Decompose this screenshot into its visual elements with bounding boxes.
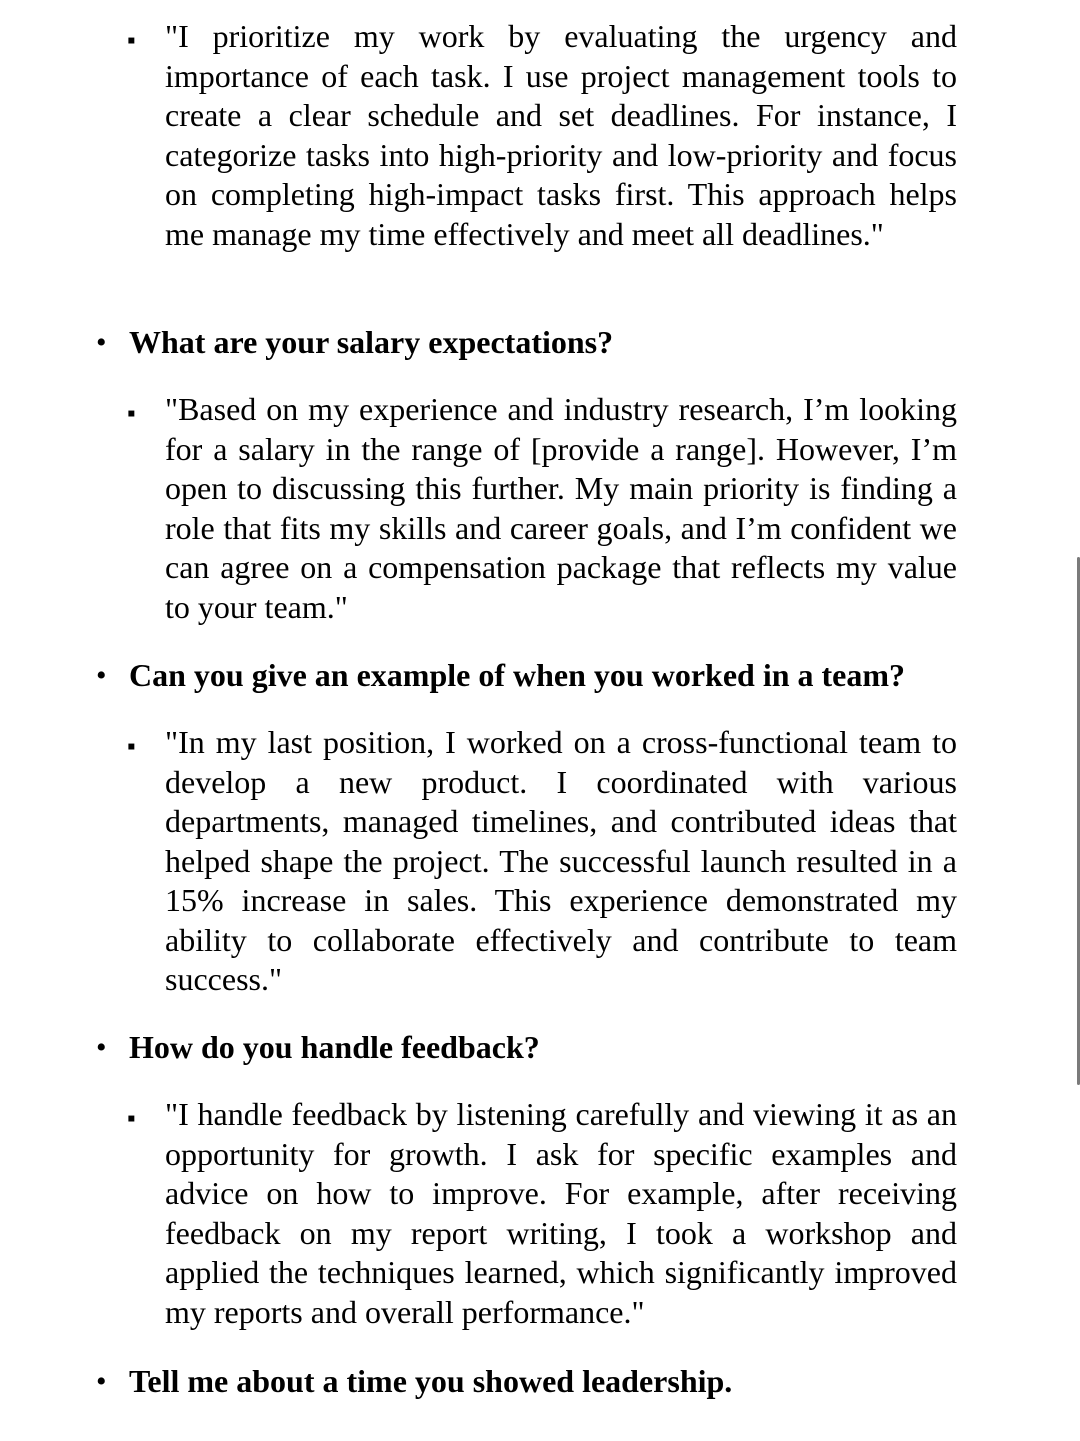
sub-bullet: ▪ (127, 401, 136, 427)
sub-bullet: ▪ (127, 1106, 136, 1132)
question-bullet: • (96, 1031, 107, 1064)
question-bullet: • (96, 326, 107, 359)
question-salary (96, 323, 996, 362)
question-bullet: • (96, 1365, 107, 1398)
question-text-feedback: How do you handle feedback? (129, 1029, 540, 1065)
answer-text-salary: "Based on my experience and industry research, I’m looking for a salary in the range of [provide a range]. However, I’m open to discussing this further. My main priority is finding a role that fits my skills and career goals, and I’m confident we can agree on a compensation package that reflects my value to your team." (165, 391, 957, 625)
answer-text-feedback: "I handle feedback by listening carefully and viewing it as an opportunity for growth. I ask for specific examples and advice on how to improve. For example, after receiving feedback on my report writing, I took a workshop and applied the techniques learned, which significantly improved my reports and overall performance." (165, 1096, 957, 1330)
question-text-team: Can you give an example of when you worked in a team? (129, 657, 906, 693)
answer-text-team: "In my last position, I worked on a cross-functional team to develop a new product. I coordinated with various departments, managed timelines, and contributed ideas that helped shape the project. The successful launch resulted in a 15% increase in sales. This experience demonstrated my ability to collaborate effectively and contribute to team success." (165, 724, 957, 997)
question-team (96, 656, 996, 695)
sub-bullet: ▪ (127, 28, 136, 54)
question-leadership (96, 1362, 996, 1401)
question-feedback (96, 1028, 996, 1067)
question-text-salary: What are your salary expectations? (129, 324, 614, 360)
question-text-leadership: Tell me about a time you showed leadership. (129, 1363, 733, 1399)
sub-bullet: ▪ (127, 734, 136, 760)
answer-text-prioritize: "I prioritize my work by evaluating the urgency and importance of each task. I use project management tools to create a clear schedule and set deadlines. For instance, I categorize tasks into high-priority and low-priority and focus on completing high-impact tasks first. This approach helps me manage my time effectively and meet all deadlines." (165, 18, 957, 252)
question-bullet: • (96, 659, 107, 692)
